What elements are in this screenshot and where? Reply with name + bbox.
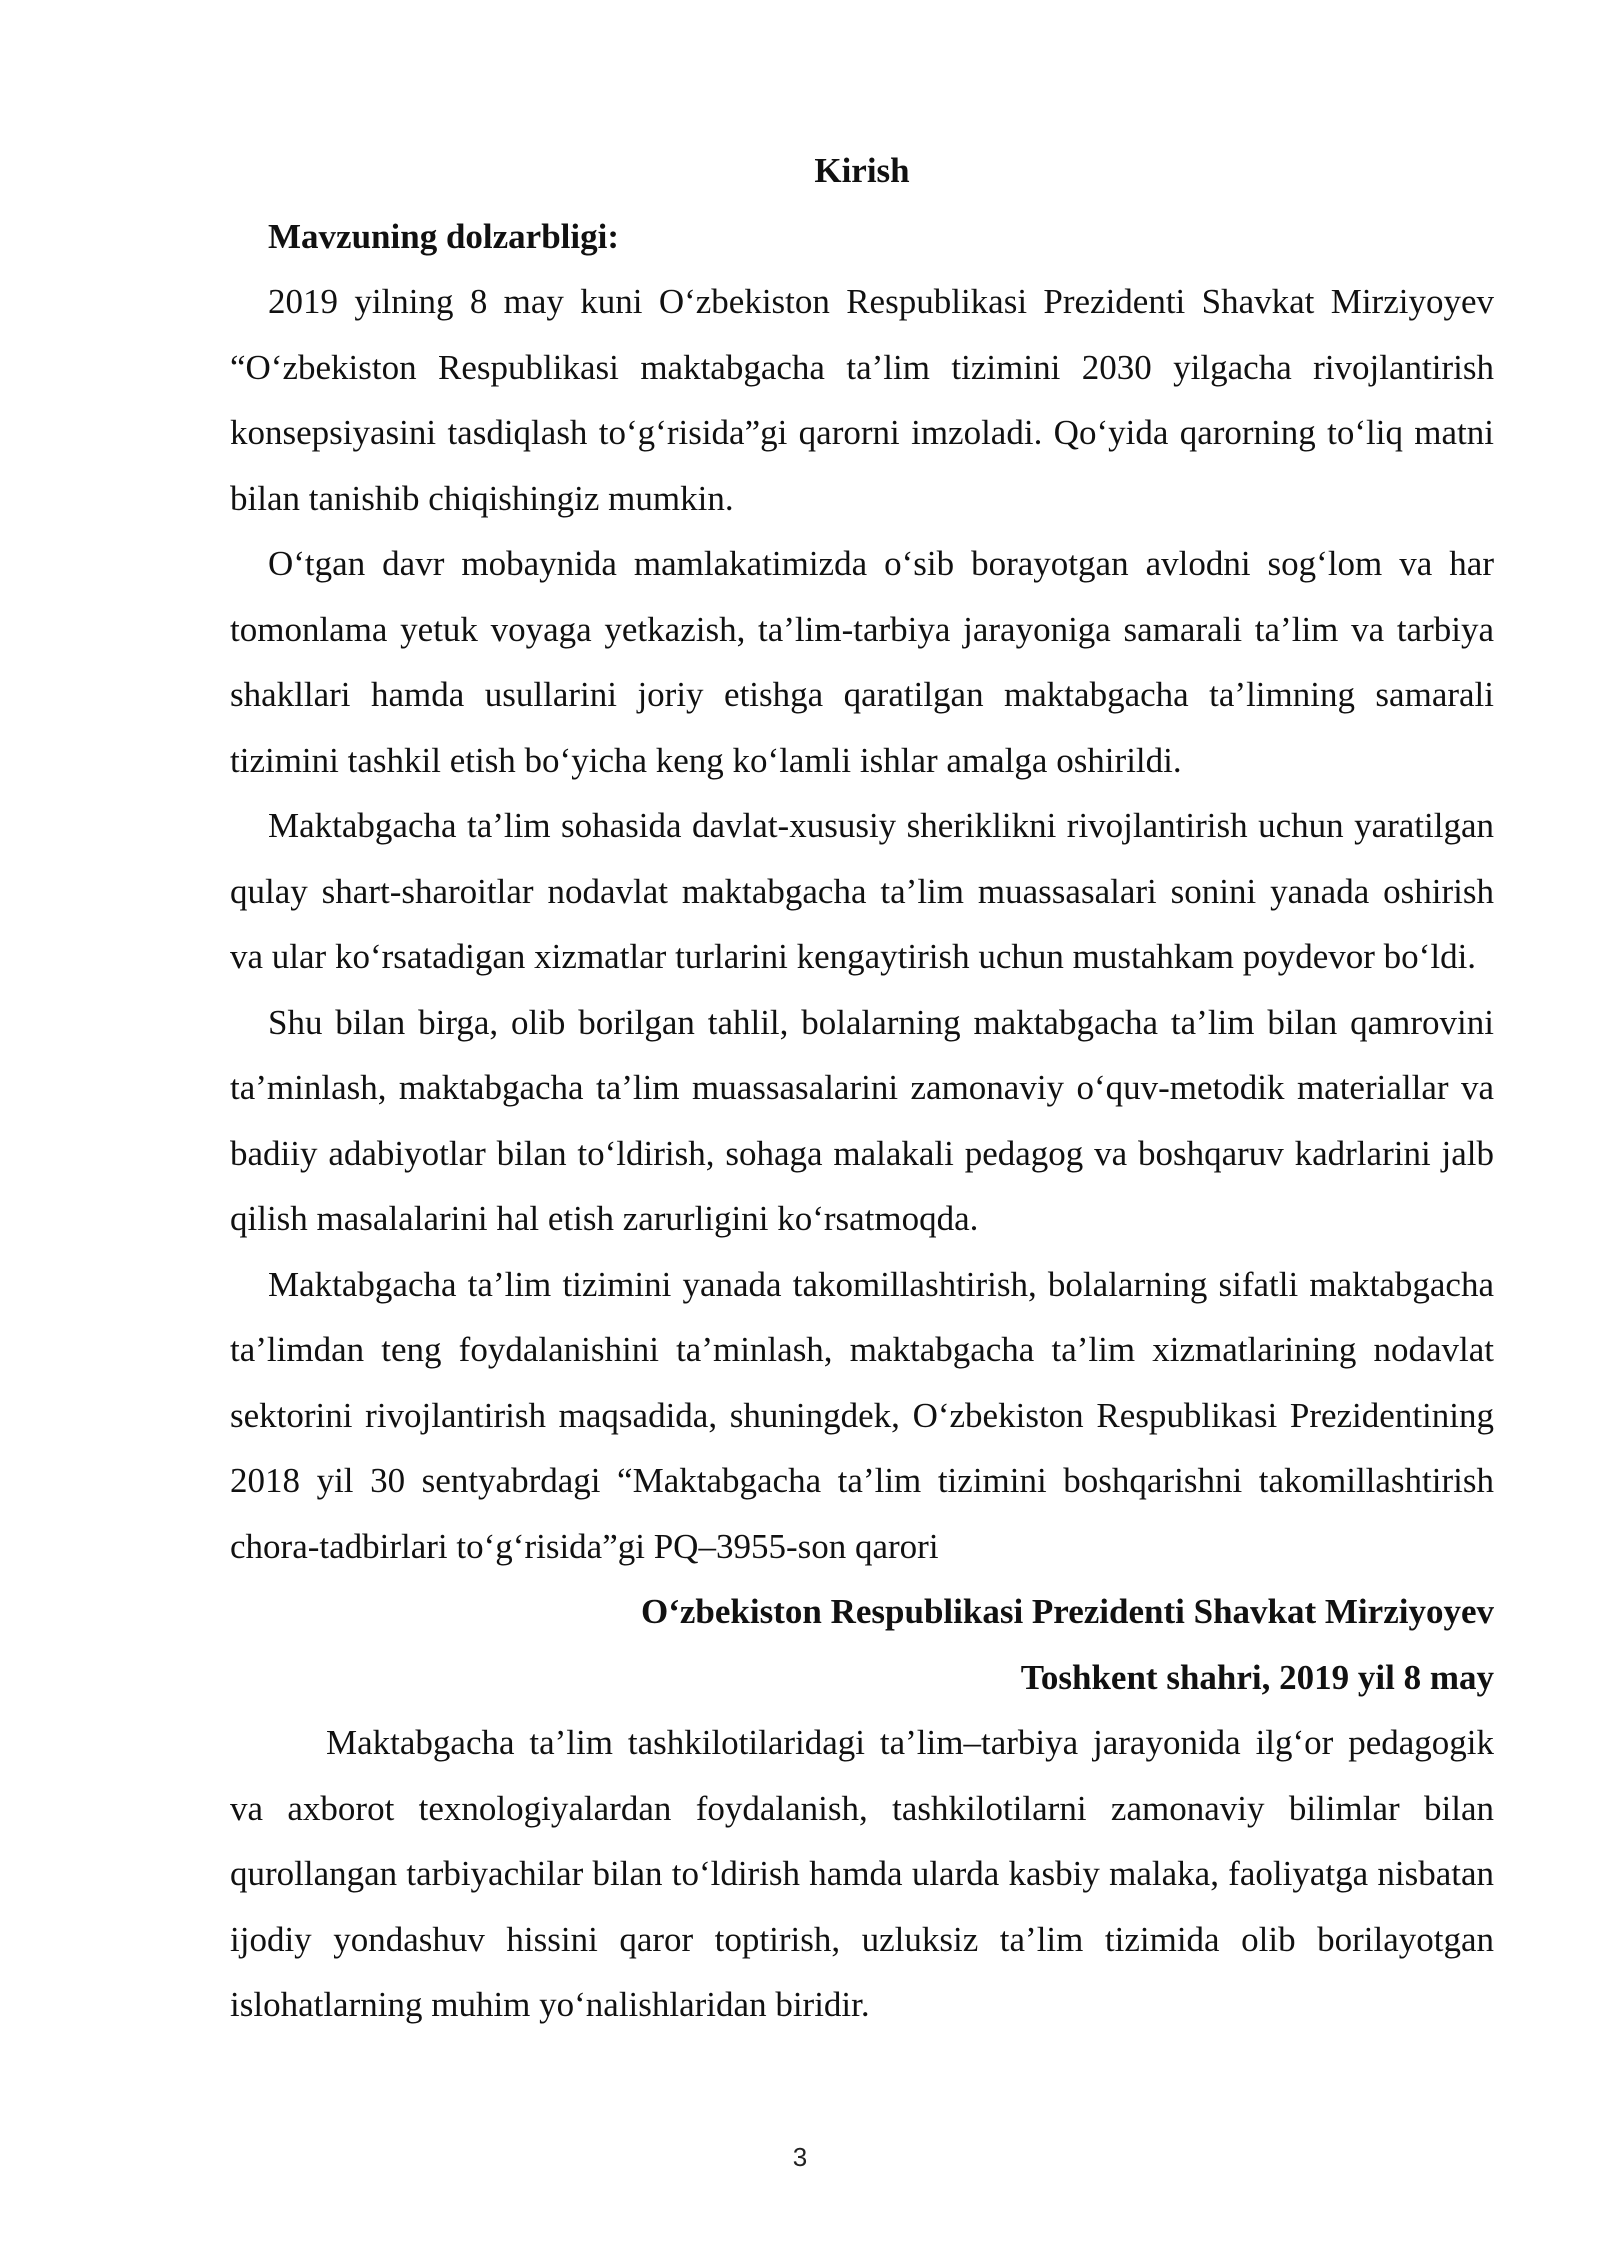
signature-place-date: Toshkent shahri, 2019 yil 8 may	[1020, 1657, 1494, 1697]
paragraph: Maktabgacha ta’lim sohasida davlat-xususiy sheriklikni rivojlantirish uchun yaratilgan qulay shart-sharoitlar nodavlat maktabgacha ta’lim muassasalari sonini yanada oshirish va ular koʻrsatadigan xizmatlar turlarini kengaytirish uchun mustahkam poydevor boʻldi.	[230, 806, 1494, 976]
paragraph: Maktabgacha ta’lim tizimini yanada takomillashtirish, bolalarning sifatli maktabgacha ta’limdan teng foydalanishini ta’minlash, maktabgacha ta’lim xizmatlarining nodavlat sektorini rivojlantirish maqsadida, shuningdek, Oʻzbekiston Respublikasi Prezidentining 2018 yil 30 sentyabrdagi “Maktabgacha ta’lim tizimini boshqarishni takomillashtirish chora-tadbirlari toʻgʻrisida”gi PQ–3955-son qarori	[230, 1264, 1494, 1566]
signature-author: Oʻzbekiston Respublikasi Prezidenti Shavkat Mirziyoyev	[641, 1592, 1494, 1631]
paragraph: 2019 yilning 8 may kuni Oʻzbekiston Respublikasi Prezidenti Shavkat Mirziyoyev “Oʻzbekiston Respublikasi maktabgacha ta’lim tizimini 2030 yilgacha rivojlantirish konsepsiyasini tasdiqlash toʻgʻrisida”gi qarorni imzoladi. Qoʻyida qarorning toʻliq matni bilan tanishib chiqishingiz mumkin.	[230, 282, 1494, 518]
paragraph: Shu bilan birga, olib borilgan tahlil, bolalarning maktabgacha ta’lim bilan qamrovini ta’minlash, maktabgacha ta’lim muassasalarini zamonaviy oʻquv-metodik materiallar va badiiy adabiyotlar bilan toʻldirish, sohaga malakali pedagog va boshqaruv kadrlarini jalb qilish masalalarini hal etish zarurligini koʻrsatmoqda.	[230, 1002, 1494, 1238]
document-page	[230, 138, 1494, 2038]
page-number: 3	[792, 2142, 808, 2172]
paragraph: Oʻtgan davr mobaynida mamlakatimizda oʻsib borayotgan avlodni sogʻlom va har tomonlama yetuk voyaga yetkazish, ta’lim-tarbiya jarayoniga samarali ta’lim va tarbiya shakllari hamda usullarini joriy etishga qaratilgan maktabgacha ta’limning samarali tizimini tashkil etish boʻyicha keng koʻlamli ishlar amalga oshirildi.	[230, 544, 1494, 780]
page-title: Kirish	[814, 151, 910, 190]
section-heading: Mavzuning dolzarbligi:	[268, 216, 619, 256]
closing-paragraph: Maktabgacha ta’lim tashkilotilaridagi ta’lim–tarbiya jarayonida ilgʻor pedagogik va axborot texnologiyalardan foydalanish, tashkilotilarni zamonaviy bilimlar bilan qurollangan tarbiyachilar bilan toʻldirish hamda ularda kasbiy malaka, faoliyatga nisbatan ijodiy yondashuv hissini qaror toptirish, uzluksiz ta’lim tizimida olib borilayotgan islohatlarning muhim yoʻnalishlaridan biridir.	[230, 1723, 1494, 2024]
